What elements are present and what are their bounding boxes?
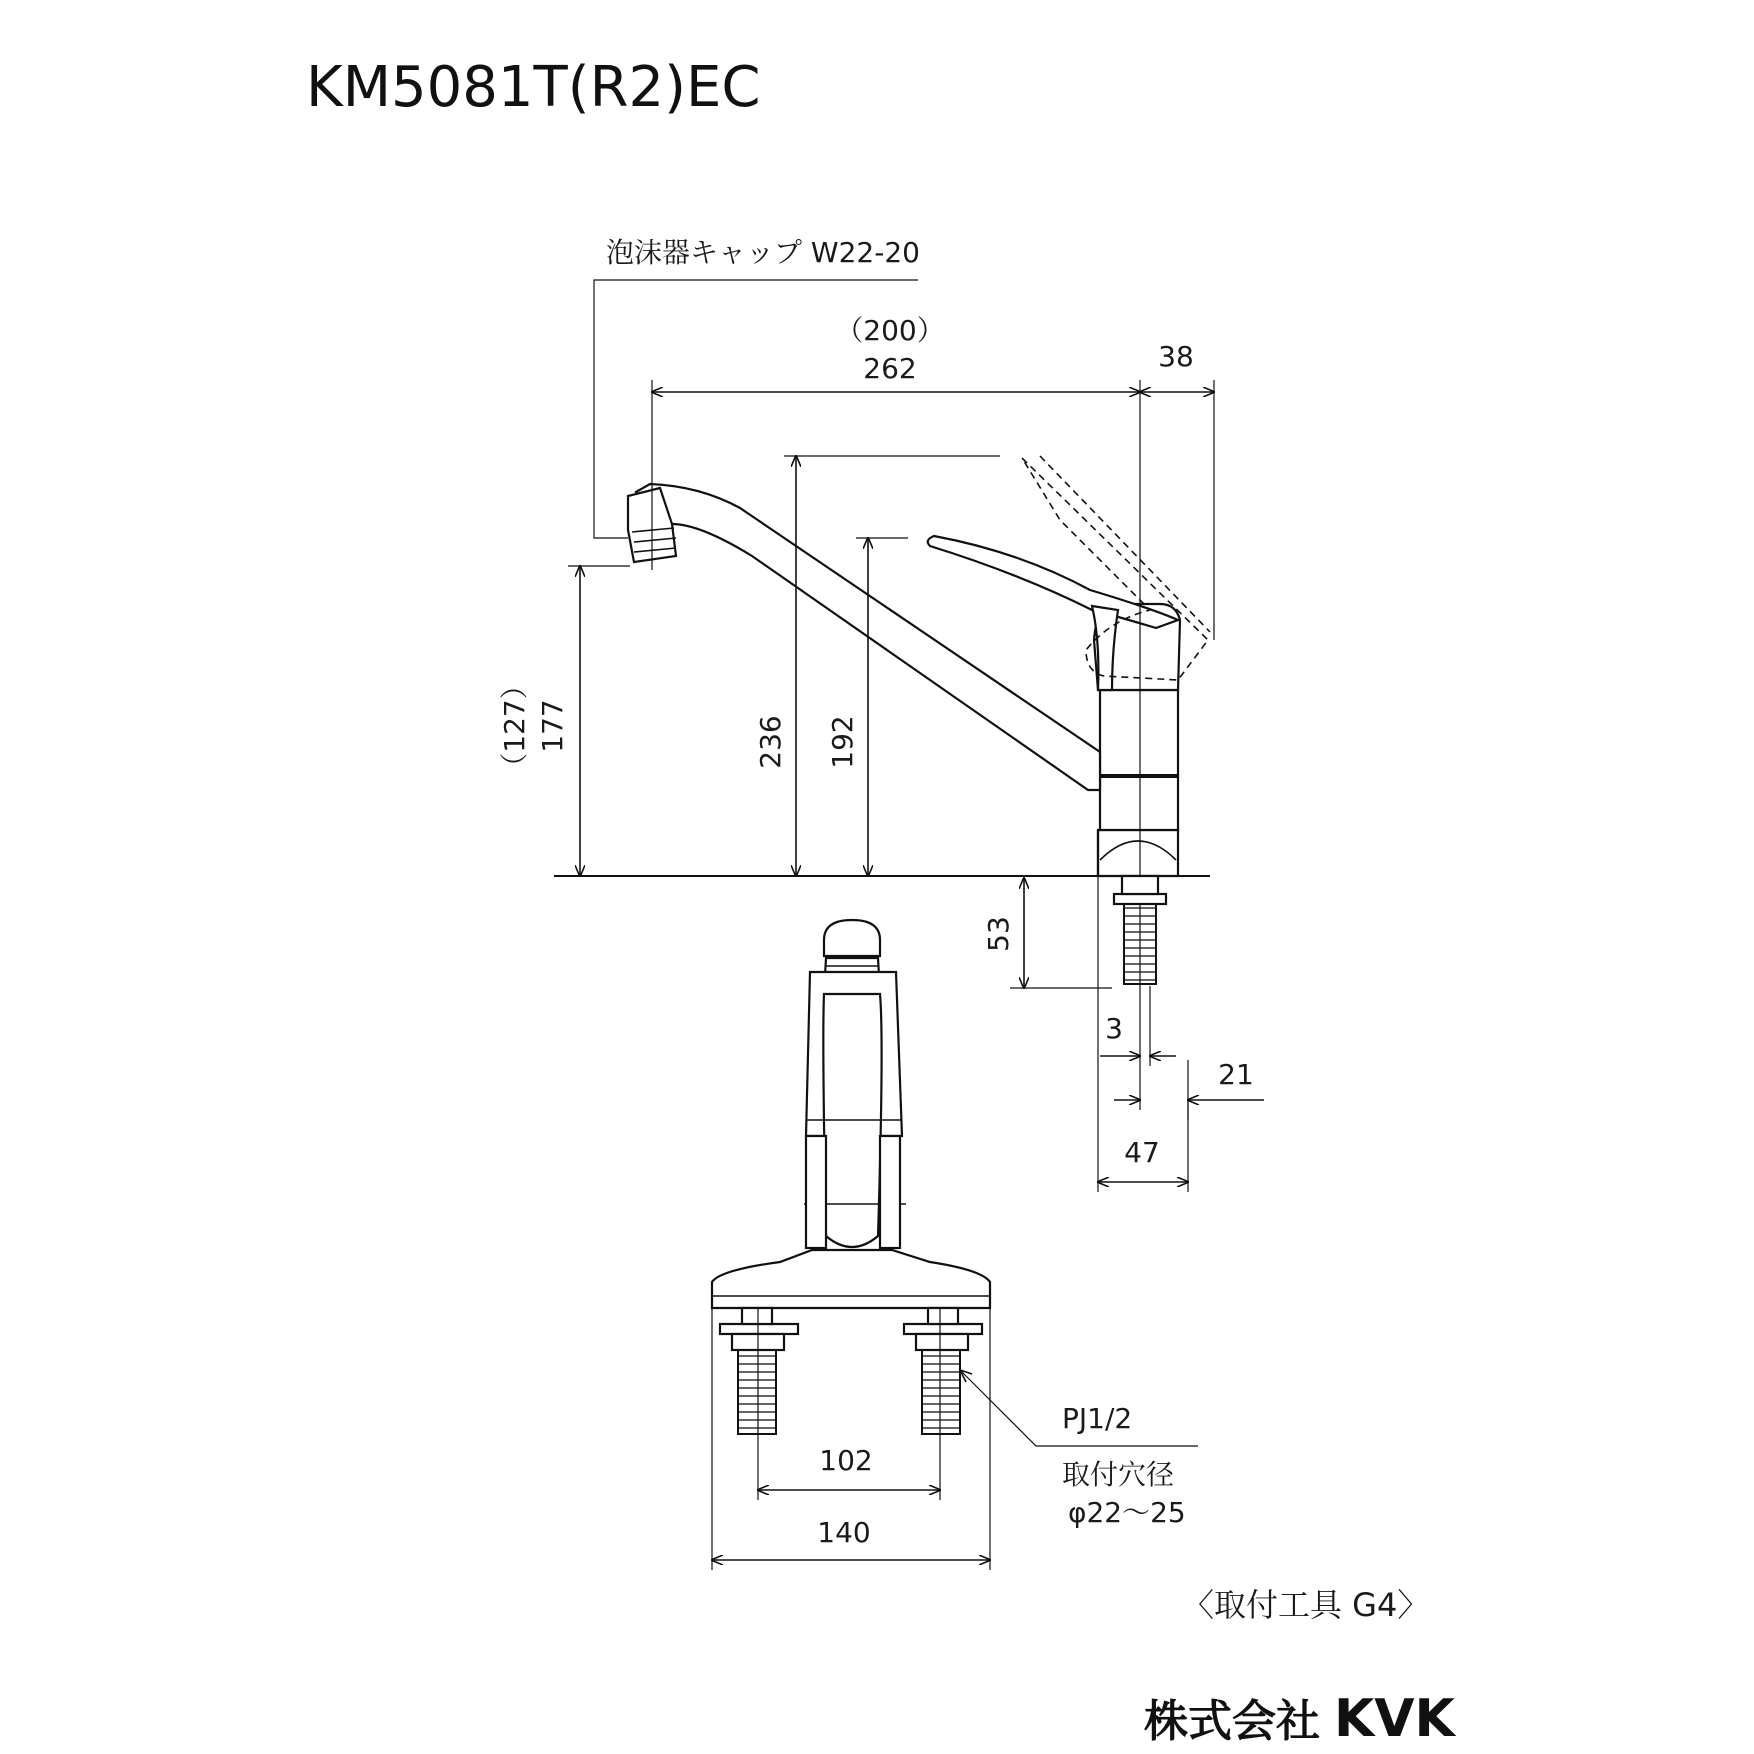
left-thread <box>738 1350 776 1434</box>
dim-127-ref: （127） <box>498 671 531 781</box>
dim-38: 38 <box>1158 340 1194 373</box>
mounting-hole-label: 取付穴径 <box>1062 1458 1175 1491</box>
right-thread <box>922 1350 960 1434</box>
mounting-tool-note: 〈取付工具 G4〉 <box>1182 1586 1430 1624</box>
dim-3: 3 <box>1105 1012 1123 1045</box>
dim-236: 236 <box>754 715 787 769</box>
dim-47: 47 <box>1124 1136 1160 1169</box>
pj-label: PJ1/2 <box>1062 1402 1133 1435</box>
model-title: KM5081T(R2)EC <box>306 55 761 120</box>
company-brand <box>1144 1689 1457 1749</box>
dim-192: 192 <box>826 715 859 769</box>
brand-logo: KVK <box>1334 1689 1455 1749</box>
dim-140: 140 <box>817 1516 871 1549</box>
supply-thread <box>1124 904 1156 984</box>
dim-102: 102 <box>819 1444 873 1477</box>
body-upper <box>1100 690 1178 776</box>
company-label: 株式会社 <box>1144 1696 1320 1747</box>
left-washer <box>720 1324 798 1334</box>
body-base <box>1098 830 1178 876</box>
dim-177: 177 <box>536 699 569 753</box>
right-washer <box>904 1324 982 1334</box>
dim-200-ref: （200） <box>835 314 945 347</box>
dim-21: 21 <box>1218 1058 1254 1091</box>
aerator-cap-label: 泡沫器キャップ W22-20 <box>606 236 920 269</box>
front-base-plate <box>712 1250 990 1308</box>
dim-53: 53 <box>982 916 1015 952</box>
body-middle <box>1100 776 1178 830</box>
front-spout-head <box>824 920 880 956</box>
lock-nut <box>1114 894 1166 904</box>
mounting-hole-value: φ22～25 <box>1068 1496 1186 1529</box>
dim-262: 262 <box>863 352 917 385</box>
front-view <box>712 920 990 1434</box>
